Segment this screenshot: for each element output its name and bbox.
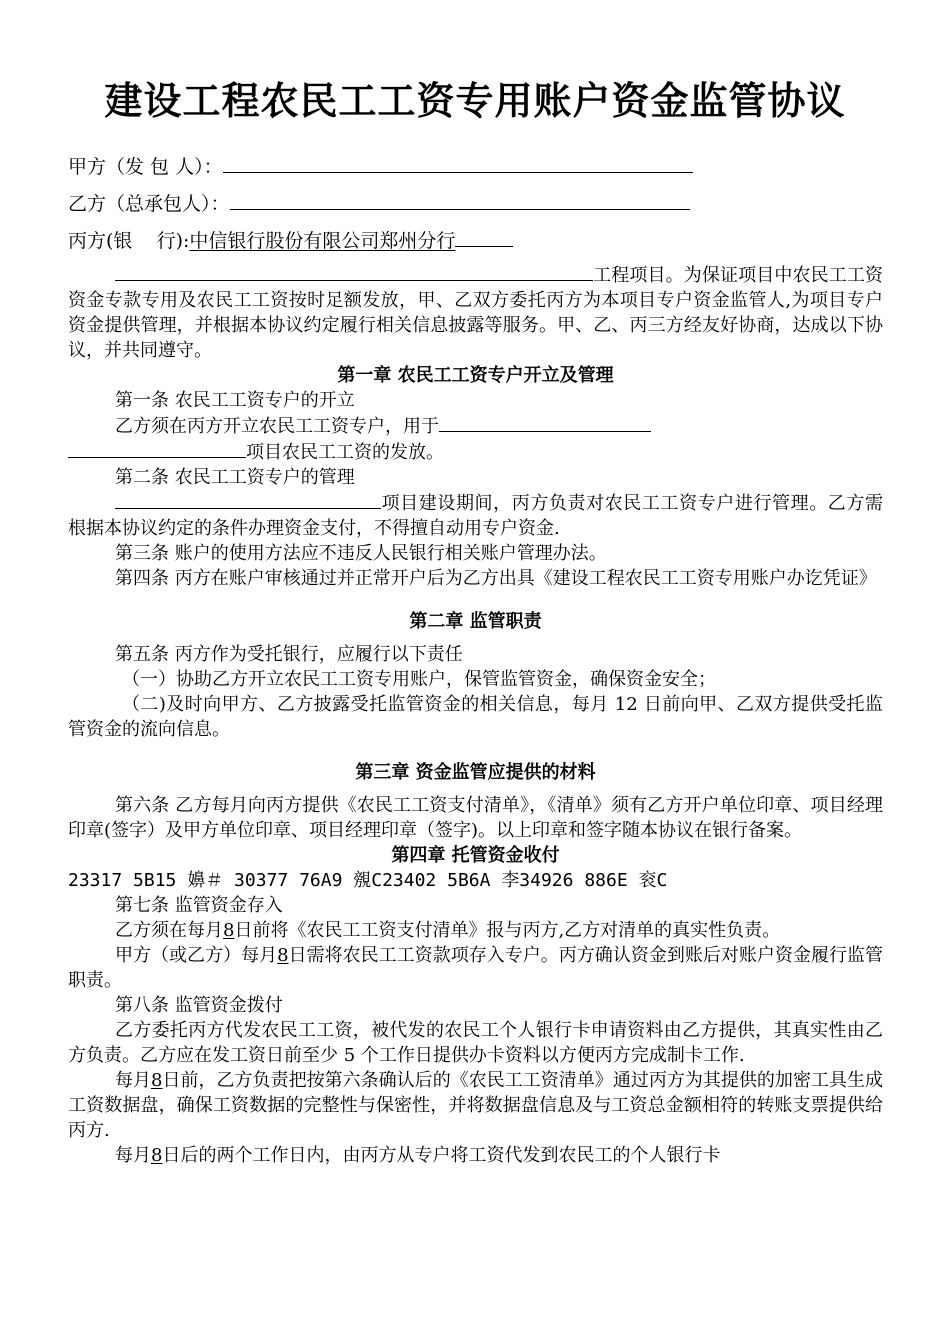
article-5-item-1: （一）协助乙方开立农民工工资专用账户，保管监管资金，确保资金安全； xyxy=(122,669,716,690)
article-1-title: 第一条 农民工工资专户的开立 xyxy=(115,390,355,411)
party-c-label: 丙方(银 行): xyxy=(68,230,190,252)
article-8-title: 第八条 监管资金拨付 xyxy=(115,995,283,1016)
article-1-blank-2 xyxy=(68,439,246,458)
document-title: 建设工程农民工工资专用账户资金监管协议 xyxy=(104,79,846,123)
article-5: 第五条 丙方作为受托银行，应履行以下责任 xyxy=(115,644,463,665)
article-8-para-3-b: 日后的两个工作日内，由丙方从专户将工资代发到农民工的个人银行卡 xyxy=(162,1145,721,1166)
party-a-blank xyxy=(223,154,693,173)
party-c-blank xyxy=(455,228,513,247)
article-2-blank xyxy=(115,490,381,509)
party-c-line xyxy=(68,226,513,253)
article-6: 第六条 乙方每月向丙方提供《农民工工资支付清单》，《清单》须有乙方开户单位印章、项目经理印章(签字）及甲方单位印章、项目经理印章（签字)。以上印章和签字随本协议在银行备案。 xyxy=(68,795,883,841)
article-1-text-cont xyxy=(68,439,883,465)
article-1-text-b: 项目农民工工资的发放。 xyxy=(246,442,444,463)
article-5-item-2: （二)及时向甲方、乙方披露受托监管资金的相关信息，每月 12 日前向甲、乙双方提供受托监管资金的流向信息。 xyxy=(68,694,883,740)
article-3: 第三条 账户的使用方法应不违反人民银行相关账户管理办法。 xyxy=(115,543,607,564)
chapter-3-heading: 第三章 资金监管应提供的材料 xyxy=(355,762,596,783)
article-2-text xyxy=(68,490,883,541)
article-7-para-2 xyxy=(68,943,883,993)
article-1-text xyxy=(68,413,883,439)
article-7-para-1-b: 日前将《农民工工资支付清单》报与丙方,乙方对清单的真实性负责。 xyxy=(234,920,781,941)
chapter-1-heading: 第一章 农民工工资专户开立及管理 xyxy=(337,365,614,386)
article-7-title: 第七条 监管资金存入 xyxy=(115,895,283,916)
intro-text: 工程项目。为保证项目中农民工工资资金专款专用及农民工工资按时足额发放，甲、乙双方委托丙方为本项目专户资金监管人,为项目专户资金提供管理，并根据本协议约定履行相关信息披露等服务。甲、乙、丙三方经友好协商，达成以下协议，并共同遵守。 xyxy=(68,265,883,361)
chapter-2-heading: 第二章 监管职责 xyxy=(409,611,542,632)
article-1-blank xyxy=(439,413,651,432)
project-blank xyxy=(115,262,593,281)
article-7-para-1 xyxy=(68,918,883,943)
party-a-label: 甲方（发 包 人）： xyxy=(68,156,223,178)
article-7-para-1-a: 乙方须在每月 xyxy=(115,920,223,941)
party-c-bank: 中信银行股份有限公司郑州分行 xyxy=(189,230,456,252)
article-8-para-2 xyxy=(68,1068,883,1143)
chapter-4-heading: 第四章 托管资金收付 xyxy=(391,845,560,866)
article-8-para-2-a: 每月 xyxy=(115,1070,152,1091)
article-8-day-3: 8 xyxy=(151,1145,163,1166)
party-b-blank xyxy=(230,191,690,210)
party-b-line xyxy=(68,189,690,216)
article-1-text-a: 乙方须在丙方开立农民工工资专户，用于 xyxy=(115,416,439,437)
article-7-day-2: 8 xyxy=(277,945,289,966)
agreement-body xyxy=(68,262,883,1168)
article-8-para-2-b: 日前，乙方负责把按第六条确认后的《农民工工资清单》通过丙方为其提供的加密工具生成工资数据盘，确保工资数据的完整性与保密性，并将数据盘信息及与工资总金额相符的转账支票提供给丙方. xyxy=(68,1070,884,1141)
article-8-day-2: 8 xyxy=(151,1070,163,1091)
party-b-label: 乙方（总承包人）： xyxy=(68,193,230,215)
garbled-code-line: 23317 5B15 嬶＃ 30377 76A9 覫C23402 5B6A 李34926 886E 衮C xyxy=(68,870,668,891)
article-2-title: 第二条 农民工工资专户的管理 xyxy=(115,467,355,488)
article-2-text-body: 项目建设期间，丙方负责对农民工工资专户进行管理。乙方需根据本协议约定的条件办理资金支付，不得擅自动用专户资金. xyxy=(68,493,883,539)
article-8-para-3 xyxy=(68,1143,883,1168)
article-7-para-2-b: 日需将农民工工资款项存入专户。丙方确认资金到账后对账户资金履行监管职责。 xyxy=(68,945,884,991)
article-7-para-2-a: 甲方（或乙方）每月 xyxy=(115,945,278,966)
party-a-line xyxy=(68,152,693,179)
article-7-day-1: 8 xyxy=(223,920,235,941)
intro-paragraph xyxy=(68,262,883,363)
article-8-para-3-a: 每月 xyxy=(115,1145,151,1166)
article-4: 第四条 丙方在账户审核通过并正常开户后为乙方出具《建设工程农民工工资专用账户办讫凭证》 xyxy=(115,568,877,589)
article-8-para-1: 乙方委托丙方代发农民工工资，被代发的农民工个人银行卡申请资料由乙方提供，其真实性由乙方负责。乙方应在发工资日前至少 5 个工作日提供办卡资料以方便丙方完成制卡工作. xyxy=(68,1020,883,1066)
